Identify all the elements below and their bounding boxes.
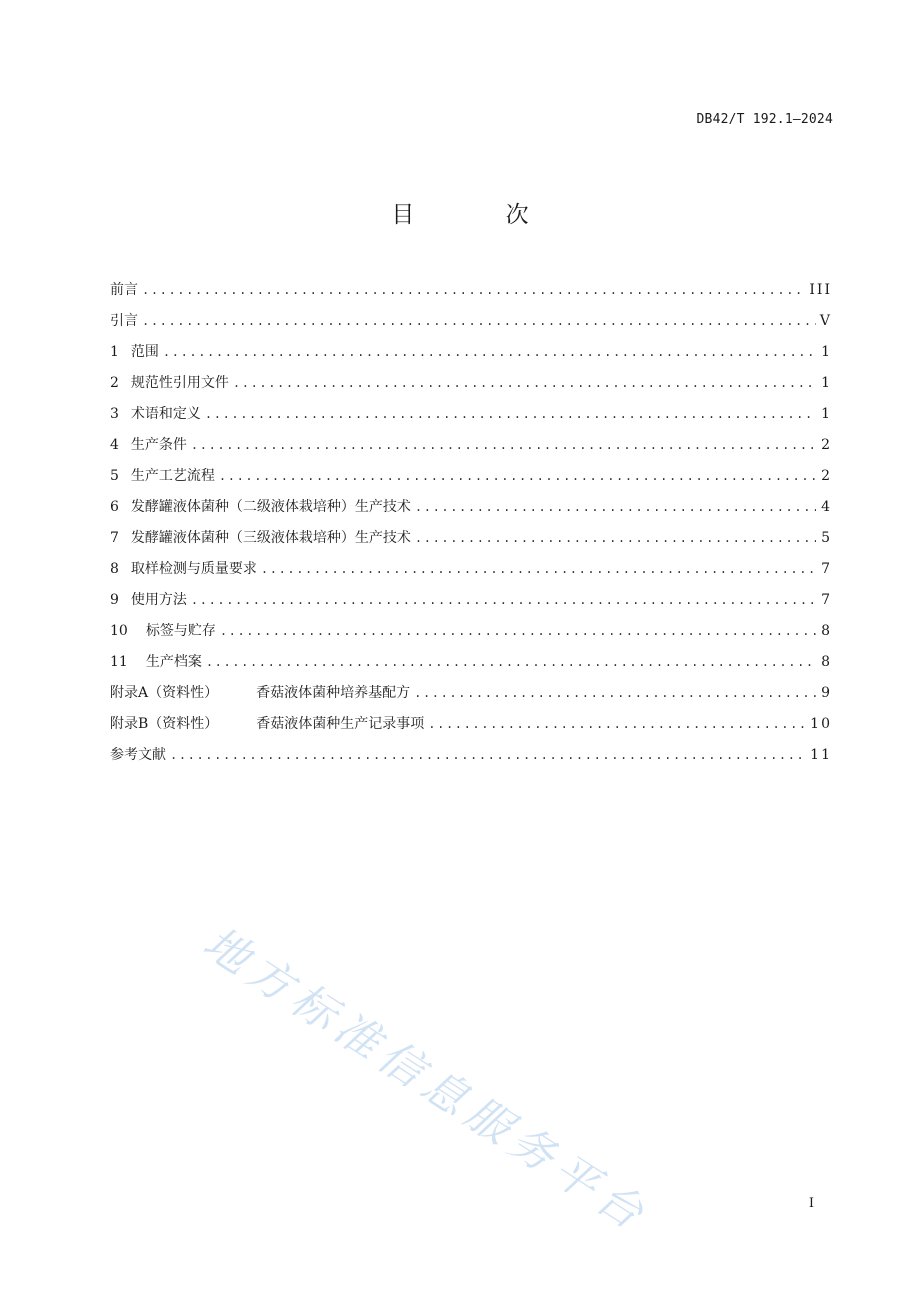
toc-entry-terms-definitions[interactable] [110, 403, 832, 434]
toc-entry-label: 术语和定义 [130, 406, 201, 422]
toc-entry-label: 生产条件 [130, 437, 187, 453]
toc-dot-leader [206, 651, 816, 673]
toc-entry-page: 10 [810, 716, 832, 732]
toc-entry-page: 5 [821, 530, 832, 546]
toc-entry-page: V [819, 313, 832, 329]
toc-entry-number: 8 [110, 561, 119, 577]
toc-entry-number: 3 [110, 406, 119, 422]
toc-dot-leader [233, 372, 816, 394]
toc-entry-page: 9 [821, 685, 832, 701]
toc-entry-page: 7 [821, 592, 832, 608]
toc-dot-leader [428, 713, 806, 735]
toc-entry-label: 标签与贮存 [145, 623, 216, 639]
toc-entry-page: 8 [821, 623, 832, 639]
toc-entry-scope[interactable] [110, 341, 832, 372]
toc-entry-page: 8 [821, 654, 832, 670]
toc-entry-normative-references[interactable] [110, 372, 832, 403]
toc-entry-production-records[interactable] [110, 651, 832, 682]
toc-entry-number: 附录A（资料性） [110, 685, 219, 701]
toc-entry-foreword[interactable] [110, 279, 832, 310]
toc-dot-leader [191, 434, 816, 456]
toc-entry-number: 9 [110, 592, 119, 608]
toc-entry-page: 11 [810, 747, 832, 763]
toc-dot-leader [163, 341, 816, 363]
toc-entry-label: 前言 [110, 282, 138, 298]
toc-entry-label: 生产工艺流程 [130, 468, 215, 484]
toc-entry-label: 生产档案 [145, 654, 202, 670]
toc-dot-leader [261, 558, 816, 580]
toc-entry-production-conditions[interactable] [110, 434, 832, 465]
toc-entry-label: 取样检测与质量要求 [130, 561, 257, 577]
toc-entry-introduction[interactable] [110, 310, 832, 341]
toc-dot-leader [170, 744, 806, 766]
table-of-contents [110, 279, 832, 775]
toc-entry-label: 香菇液体菌种生产记录事项 [256, 716, 425, 732]
toc-entry-label: 规范性引用文件 [130, 375, 229, 391]
toc-dot-leader [415, 527, 816, 549]
document-code: DB42/T 192.1—2024 [696, 112, 833, 127]
toc-entry-usage-method[interactable] [110, 589, 832, 620]
toc-dot-leader [414, 682, 816, 704]
toc-entry-label: 引言 [110, 313, 138, 329]
toc-entry-appendix-a[interactable] [110, 682, 832, 713]
toc-dot-leader [142, 310, 816, 332]
toc-entry-number: 7 [110, 530, 119, 546]
toc-entry-page: III [809, 282, 832, 298]
watermark: 地方标准信息服务平台 [194, 917, 659, 1244]
toc-entry-number: 附录B（资料性） [110, 716, 219, 732]
toc-entry-number: 5 [110, 468, 119, 484]
toc-entry-page: 1 [821, 375, 832, 391]
toc-entry-page: 1 [821, 344, 832, 360]
toc-entry-process-flow[interactable] [110, 465, 832, 496]
toc-entry-page: 2 [821, 468, 832, 484]
toc-entry-label: 香菇液体菌种培养基配方 [256, 685, 411, 701]
toc-entry-label: 参考文献 [110, 747, 166, 763]
toc-dot-leader [205, 403, 816, 425]
toc-entry-secondary-liquid-spawn[interactable] [110, 496, 832, 527]
toc-entry-appendix-b[interactable] [110, 713, 832, 744]
toc-dot-leader [142, 279, 805, 301]
page-title: 目 次 [391, 202, 571, 228]
toc-entry-label: 使用方法 [130, 592, 187, 608]
toc-entry-label: 范围 [130, 344, 159, 360]
toc-entry-number: 10 [110, 623, 128, 639]
toc-entry-tertiary-liquid-spawn[interactable] [110, 527, 832, 558]
toc-entry-number: 4 [110, 437, 119, 453]
toc-entry-label: 发酵罐液体菌种（三级液体栽培种）生产技术 [130, 530, 411, 546]
toc-entry-number: 2 [110, 375, 119, 391]
toc-dot-leader [219, 465, 816, 487]
toc-entry-number: 1 [110, 344, 119, 360]
page-number: I [808, 1196, 814, 1211]
toc-entry-labeling-storage[interactable] [110, 620, 832, 651]
toc-entry-page: 2 [821, 437, 832, 453]
toc-entry-page: 7 [821, 561, 832, 577]
toc-entry-page: 4 [821, 499, 832, 515]
toc-entry-label: 发酵罐液体菌种（二级液体栽培种）生产技术 [130, 499, 411, 515]
toc-entry-page: 1 [821, 406, 832, 422]
toc-entry-bibliography[interactable] [110, 744, 832, 775]
toc-dot-leader [220, 620, 816, 642]
toc-dot-leader [191, 589, 816, 611]
toc-dot-leader [415, 496, 816, 518]
toc-entry-sampling-quality[interactable] [110, 558, 832, 589]
toc-entry-number: 6 [110, 499, 119, 515]
toc-entry-number: 11 [110, 654, 128, 670]
